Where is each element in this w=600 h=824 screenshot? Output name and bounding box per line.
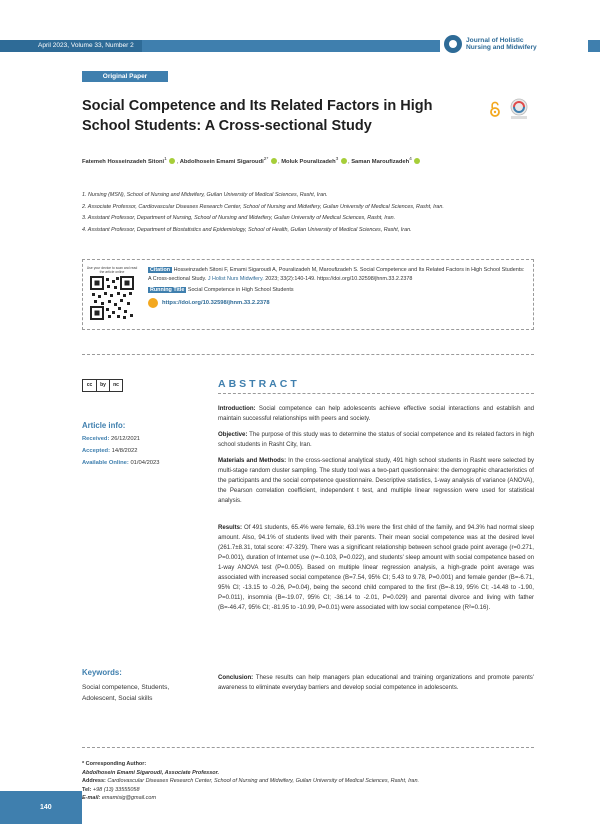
- corresponding-tel: Tel: +98 (13) 33555058: [82, 786, 140, 793]
- doi-icon: [148, 298, 158, 308]
- qr-area: [86, 266, 138, 322]
- affiliation-item: 1. Nursing (MSN), School of Nursing and Midwifery, Guilan University of Medical Sciences, Rasht, Iran.: [82, 192, 328, 198]
- author-list: Fatemeh Hosseinzadeh Sitoni$^1$ , Abdolhosein Emami Sigaroudi$^{2*}$ , Moluk Pouralizadeh$^3$ , Saman Maroufizadeh$^4$: [82, 157, 522, 165]
- abstract-heading: ABSTRACT: [218, 378, 300, 390]
- citation-text: Hosseinzadeh Sitoni F, Emami Sigaroudi A, Pouralizadeh M, Maroufizadeh S. Social Competence and Its Related Factors in High School Students: A Cross-sectional Study.: [148, 267, 525, 282]
- corresponding-author: [82, 760, 534, 803]
- affiliation-item: 2. Associate Professor, Cardiovascular Diseases Research Center, School of Nursing and Midwifery, Guilan University of Medical Sciences, Rasht, Iran.: [82, 203, 444, 210]
- open-access-icon: [490, 101, 500, 117]
- abstract-methods: Materials and Methods: In the cross-sectional analytical study, 491 high school students in Rasht were selected by multi-stage random cluster sampling. The study tool was a two-part questionnaire: the demographic characteristics of the participants and the social competence questionnaire. Descriptive statistics, 1-way analysis of variance (ANOVA), the Pearson correlation coefficient, independent t test, and multiple linear regression were used for statistical analysis.: [218, 457, 534, 504]
- journal-name-line2: Nursing and Midwifery: [466, 44, 537, 51]
- qr-code-icon[interactable]: [90, 276, 134, 320]
- article-info-heading: Article info:: [82, 421, 126, 430]
- affiliation-item: 4. Assistant Professor, Department of Biostatistics and Epidemiology, School of Health, Guilan University of Medical Sciences, Rasht, Iran.: [82, 226, 412, 233]
- divider: [82, 354, 534, 355]
- citation-block: [148, 266, 526, 308]
- crossmark-icon[interactable]: [508, 98, 530, 120]
- cc-icon: cc: [86, 382, 93, 388]
- by-icon: by: [96, 380, 109, 391]
- citation-label: Citation: [150, 267, 171, 273]
- author-name: Abdolhosein Emami Sigaroudi: [179, 158, 264, 165]
- corresponding-email: E-mail: emamisig@gmail.com: [82, 795, 157, 801]
- abstract-objective: Objective: The purpose of this study was to determine the status of social competence and its related factors in high school students in Rasht City, Iran.: [218, 431, 534, 448]
- affiliation-item: 3. Assistant Professor, Department of Nursing, School of Nursing and Midwifery, Guilan University of Medical Sciences, Rasht, Iran.: [82, 215, 396, 221]
- orcid-icon[interactable]: [341, 158, 347, 164]
- corresponding-heading: * Corresponding Author:: [82, 761, 147, 767]
- author-name: Fatemeh Hosseinzadeh Sitoni: [82, 158, 165, 165]
- divider: [82, 747, 534, 748]
- orcid-icon[interactable]: [271, 158, 277, 164]
- abstract-divider: [218, 393, 534, 394]
- journal-brand[interactable]: [440, 33, 588, 55]
- keywords-heading: Keywords:: [82, 668, 122, 677]
- doi-row[interactable]: [148, 298, 526, 308]
- corresponding-name: Abdolhosein Emami Sigaroudi, Associate Professor.: [82, 769, 220, 776]
- journal-logo-icon: [444, 35, 462, 53]
- author-name: Saman Maroufizadeh: [351, 158, 410, 165]
- issue-label: April 2023, Volume 33, Number 2: [0, 40, 142, 52]
- corresponding-address: Address: Cardiovascular Diseases Research Center, School of Nursing and Midwifery, Guilan University of Medical Sciences, Rasht, Iran.: [82, 778, 420, 784]
- abstract-results: Results: Of 491 students, 65.4% were female, 63.1% were the first child of the family, and 94.3% had normal sleep amount. Also, 94.1% of students lived with their parents. Their mean social competence was at the desired level (261.7±8.31, total score: 47-329). There was a significant relationship between school grade point average (r=0.271, P=0.001), duration of Internet use (r=-0.103, P=0.022), and students' sleep amount with social competence based on 1-way ANOVA test (P=0.005). Based on multiple linear regression analysis, a high-grade point average was associated with increased social competence (B=7.54, 95% CI; 5.43 to 9.78, P=0.001) and female gender (B=-6.71, 95% CI; -13.15 to -0.26, P=0.04), being the second child compared to the first (B=-8.19, 95% CI; -14.48 to -1.90, P=0.011), insomnia (B=-19.07, 95% CI; -36.14 to -2.01, P=0.029) and parental divorce and living with father (B=-46.47, 95% CI; -81.95 to -10.99, P=0.01) were associated with low social competence (R²=0.16).: [218, 524, 534, 611]
- citation-journal[interactable]: J Holist Nurs Midwifery.: [207, 276, 264, 282]
- page-number: 140: [0, 791, 82, 824]
- keywords-text: Social competence, Students, Adolescent, Social skills: [82, 684, 170, 702]
- cc-license-icon[interactable]: [82, 379, 123, 392]
- abstract-conclusion: Conclusion: These results can help managers plan educational and training organizations and promote parents' awareness to eliminate everyday barriers and develop social competence in adolescents.: [218, 674, 534, 691]
- received-row: Received: 26/12/2021: [82, 436, 141, 442]
- doi-link[interactable]: https://doi.org/10.32598/jhnm.33.2.2378: [162, 299, 270, 306]
- orcid-icon[interactable]: [169, 158, 175, 164]
- journal-name-line1: Journal of Holistic: [466, 36, 524, 44]
- article-title: Social Competence and Its Related Factors in High School Students: A Cross-sectional Study: [82, 98, 433, 134]
- citation-line: [148, 266, 526, 284]
- nc-icon: nc: [109, 380, 122, 391]
- running-title: Social Competence in High School Students: [187, 287, 294, 293]
- orcid-icon[interactable]: [414, 158, 420, 164]
- running-title-label: Running Title: [150, 287, 185, 293]
- article-type-badge: Original Paper: [82, 71, 168, 82]
- online-row: Available Online: 01/04/2023: [82, 460, 160, 466]
- citation-tail: 2023; 33(2):140-149. https://doi.org/10.32598/jhnm.33.2.2378: [265, 276, 413, 282]
- qr-caption: Use your device to scan and read the article online: [86, 266, 138, 274]
- abstract-introduction: Introduction: Social competence can help adolescents achieve effective social interactions and establish and maintain successful relationships with peers and society.: [218, 405, 534, 422]
- affiliation-list: [82, 190, 522, 236]
- accepted-row: Accepted: 14/8/2022: [82, 448, 138, 454]
- running-title-line: [148, 286, 526, 295]
- author-name: Moluk Pouralizadeh: [281, 158, 336, 165]
